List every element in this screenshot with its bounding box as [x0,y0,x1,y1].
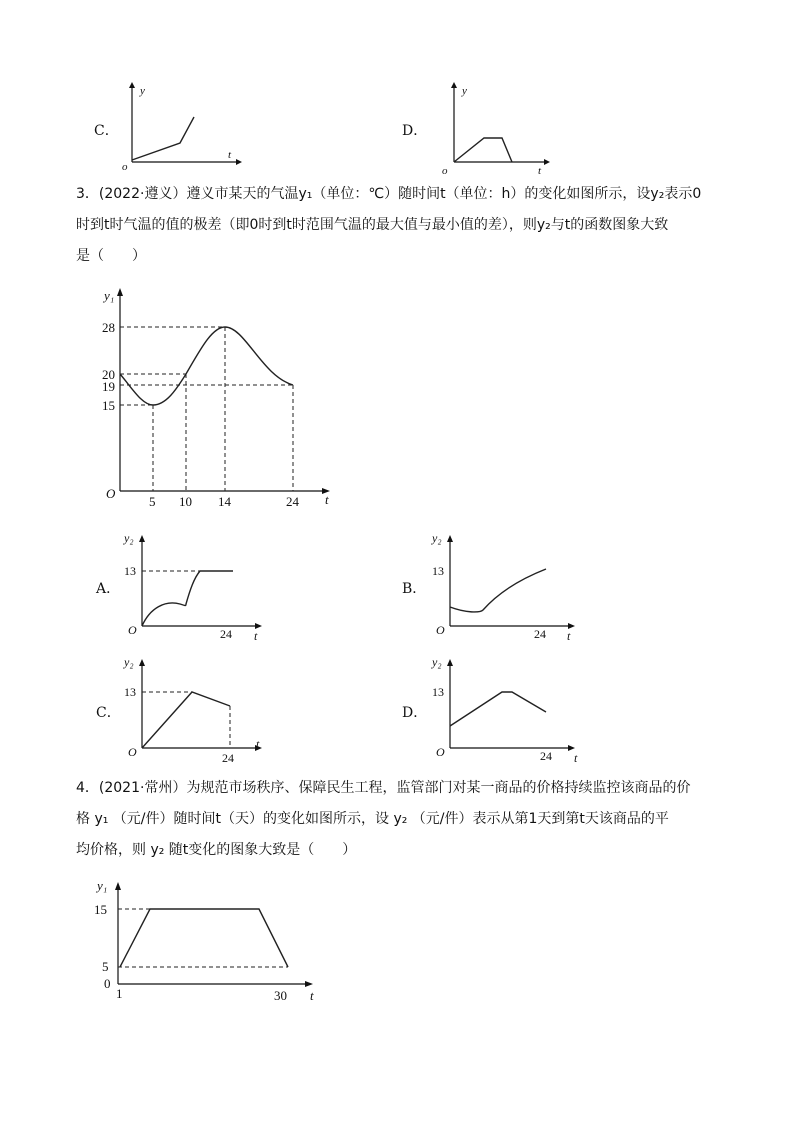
q3-option-b-graph [428,528,588,646]
graph-curve [450,569,546,612]
y-axis-arrow [451,82,457,88]
graph-curve [454,138,512,162]
x-axis-label: t [567,629,571,643]
y-tick-28: 28 [102,320,115,335]
x-axis-label: t [574,751,578,765]
origin-label: O [436,745,445,759]
y-axis-label: y [462,85,467,97]
x-tick-24: 24 [534,627,546,641]
x-axis-label: t [325,492,329,507]
x-axis-arrow [236,159,242,165]
y-tick-13: 13 [432,564,444,578]
x-axis-label: t [538,165,542,177]
y-axis-arrow [139,659,145,666]
temperature-curve [120,327,293,405]
y-axis-arrow [447,535,453,542]
y-axis-label: y [140,85,145,97]
y-axis-label: y₂ [124,655,134,669]
y-tick-15: 15 [102,398,115,413]
y-axis-label: y₂ [124,531,134,545]
x-tick-24: 24 [286,494,299,509]
q3-option-c-graph [120,652,280,770]
x-tick-1: 1 [116,986,123,1001]
x-axis-arrow [305,981,313,987]
q4-line2: 格 y₁ （元/件）随时间t（天）的变化如图所示，设 y₂ （元/件）表示从第1天到第t天该商品的平 [76,811,669,827]
q3-option-c-label: C． [96,705,121,721]
y-tick-13: 13 [432,685,444,699]
y-axis-arrow [117,288,123,296]
q3-option-a-graph [120,528,280,646]
x-tick-24: 24 [540,749,552,763]
x-axis-arrow [544,159,550,165]
q3-line1: 3．(2022·遵义）遵义市某天的气温y₁（单位：℃）随时间t（单位：h）的变化如图所示，设y₂表示0 [76,186,702,202]
price-curve [120,909,288,967]
x-tick-24: 24 [222,751,234,765]
q4-line3: 均价格，则 y₂ 随t变化的图象大致是（ ） [76,842,357,858]
graph-curve [142,692,230,748]
y-tick-19: 19 [102,379,115,394]
y-axis-label: y₁ [104,288,115,303]
x-tick-5: 5 [149,494,156,509]
q3-option-d-graph [428,652,588,770]
graph-curve [450,692,546,726]
x-tick-24: 24 [220,627,232,641]
q3-option-d-label: D． [402,705,428,721]
q3-option-a-label: A． [96,581,121,597]
origin-label: o [442,165,448,177]
x-tick-10: 10 [179,494,192,509]
q3-temperature-graph [0,280,360,510]
graph-curve [132,117,194,160]
q4-price-graph [0,870,360,1010]
q4-line1: 4．(2021·常州）为规范市场秩序、保障民生工程，监管部门对某一商品的价格持续监控该商品的价 [76,780,691,796]
x-axis-label: t [310,988,314,1003]
x-axis-label: t [256,737,260,751]
x-axis-label: t [254,629,258,643]
origin-label: O [128,745,137,759]
origin-label: 0 [104,976,111,991]
x-axis-label: t [228,149,232,161]
x-tick-30: 30 [274,988,287,1003]
origin-label: O [106,486,116,501]
y-axis-arrow [139,535,145,542]
x-tick-14: 14 [218,494,231,509]
y-axis-label: y₂ [432,655,442,669]
q3-line3: 是（ ） [76,248,146,264]
y-axis-arrow [129,82,135,88]
origin-label: O [436,623,445,637]
top-option-c-graph [118,80,248,173]
option-c-label: C． [94,123,119,139]
y-axis-label: y₂ [432,531,442,545]
q3-line2: 时到t时气温的值的极差（即0时到t时范围气温的最大值与最小值的差），则y₂与t的函数图象大致 [76,217,669,233]
y-axis-arrow [447,659,453,666]
y-tick-13: 13 [124,564,136,578]
origin-label: O [128,623,137,637]
y-tick-5: 5 [102,959,109,974]
top-option-d-graph [432,80,562,177]
option-d-label: D． [402,123,428,139]
y-tick-13: 13 [124,685,136,699]
y-axis-label: y₁ [97,878,108,893]
origin-label: o [122,161,128,173]
graph-curve [142,571,233,626]
y-tick-20: 20 [102,367,115,382]
y-axis-arrow [115,882,121,890]
q3-option-b-label: B． [402,581,427,597]
y-tick-15: 15 [94,902,107,917]
